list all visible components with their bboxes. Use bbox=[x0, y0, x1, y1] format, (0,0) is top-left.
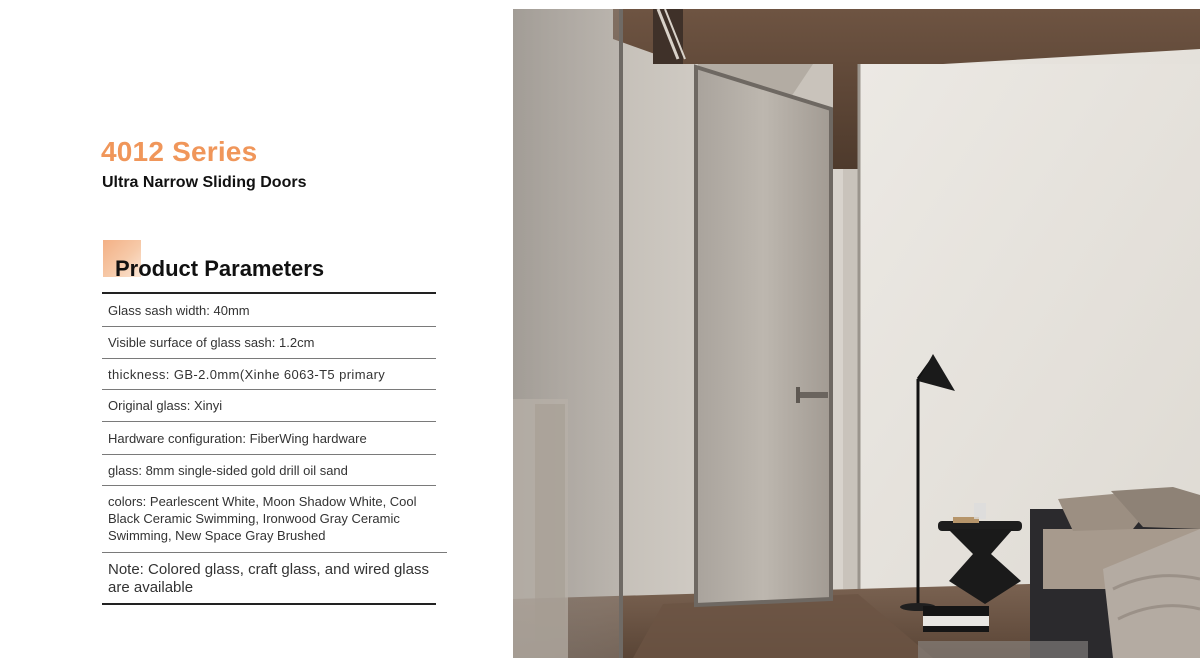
param-row-hardware: Hardware configuration: FiberWing hardware bbox=[102, 422, 436, 455]
product-parameters-heading: Product Parameters bbox=[115, 256, 325, 281]
param-row-thickness: thickness: GB-2.0mm(Xinhe 6063-T5 primary bbox=[102, 359, 436, 390]
param-row-sash-width: Glass sash width: 40mm bbox=[102, 294, 436, 327]
param-row-visible-surface: Visible surface of glass sash: 1.2cm bbox=[102, 327, 436, 359]
series-title: 4012 Series bbox=[101, 136, 258, 167]
product-photo bbox=[513, 9, 1200, 658]
param-row-colors: colors: Pearlescent White, Moon Shadow White, Cool Black Ceramic Swimming, Ironwood Gray Ceramic Swimming, New Space Gray Brushed bbox=[102, 486, 447, 553]
parameters-table bbox=[102, 292, 436, 605]
param-row-note: Note: Colored glass, craft glass, and wired glass are available bbox=[102, 553, 436, 605]
param-row-original-glass: Original glass: Xinyi bbox=[102, 390, 436, 422]
interior-scene-illustration bbox=[513, 9, 1200, 658]
series-subtitle: Ultra Narrow Sliding Doors bbox=[102, 174, 307, 191]
param-row-glass: glass: 8mm single-sided gold drill oil sand bbox=[102, 455, 436, 486]
